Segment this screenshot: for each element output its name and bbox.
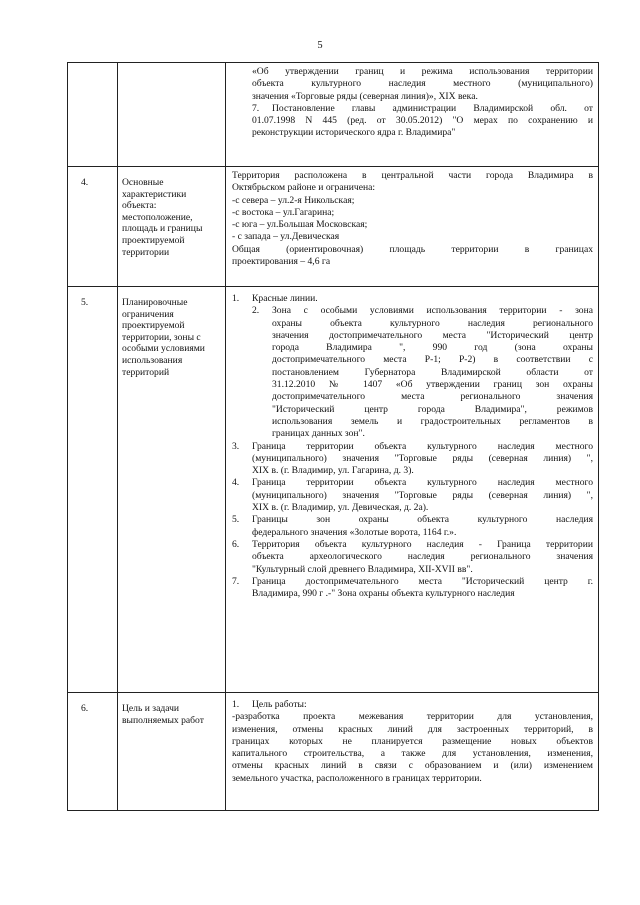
row-label-line: Планировочные (122, 297, 188, 308)
row-label-line: территории, зоны с (122, 331, 201, 343)
cell-empty-label (118, 63, 226, 167)
text-line: значения «Торговые ряды (северная линия)», XIX века. (252, 90, 478, 102)
row-label-line: Цель и задачи (122, 703, 180, 714)
row-content (226, 693, 599, 811)
text-line: Граница территории объекта культурного наследия местного (252, 477, 593, 489)
table-row-4 (68, 167, 599, 287)
row-label (118, 693, 226, 811)
text-line: охраны объекта культурного наследия регионального (272, 317, 593, 329)
page-number: 5 (317, 40, 323, 51)
row-number: 4. (68, 167, 118, 287)
row-label-line: территорий (122, 366, 170, 378)
text-line: (муниципального) значения "Торговые ряды (северная линия) ", (252, 452, 593, 464)
requirements-table (67, 62, 599, 811)
text-line: достопримечательного места регионального значения (272, 391, 593, 403)
row-content (226, 287, 599, 693)
row-label-line: использования (122, 354, 183, 366)
text-line: отмены красных линий в связи с образованием и (или) изменением (232, 760, 593, 772)
text-line: проектирования – 4,6 га (232, 256, 331, 268)
text-line: Октябрьском районе и ограничена: (232, 182, 376, 194)
text-line: капитального строительства, а также для установления, изменения, (232, 748, 593, 760)
text-line: города Владимира ", 990 год (зона охраны (272, 342, 593, 354)
text-line: границах которых не планируется размещение новых объектов (232, 735, 593, 747)
text-line: объекта археологического наследия регионального значения (252, 551, 593, 563)
text-line: «Об утверждении границ и режима использования территории (252, 66, 593, 77)
text-line: Красные линии. (252, 293, 318, 304)
text-line: земельного участка, расположенного в границах территории. (232, 772, 482, 784)
row-label-line: Основные (122, 177, 164, 188)
list-item-number: 4. (232, 477, 240, 489)
list-item-number: 6. (232, 538, 240, 550)
text-line: Территория расположена в центральной части города Владимира в (232, 170, 593, 181)
row-label-line: особыми условиями (122, 343, 205, 355)
list-item-number: 5. (232, 514, 240, 526)
text-line: -разработка проекта межевания территории для установления, (232, 711, 593, 723)
table-row-5 (68, 287, 599, 693)
list-item-number: 1. (232, 699, 240, 710)
text-line: Зона с особыми условиями использования территории - зона (272, 305, 593, 317)
text-line: границах данных зон". (272, 428, 365, 440)
text-line: XIX в. (г. Владимир, ул. Девическая, д. 2а). (252, 502, 429, 514)
text-line: Территория объекта культурного наследия - Граница территории (252, 538, 593, 550)
text-line: Цель работы: (252, 699, 307, 710)
text-line: -с востока – ул.Гагарина; (232, 206, 335, 218)
list-item (232, 699, 593, 711)
text-line: Граница территории объекта культурного наследия местного (252, 440, 593, 452)
text-line: - с запада – ул.Девическая (232, 231, 340, 243)
text-line: "Культурный слой древнего Владимира, XII-XVII вв". (252, 563, 473, 575)
list-item (232, 539, 593, 551)
list-item (232, 477, 593, 489)
list-item (232, 441, 593, 453)
row-label-line: характеристики (122, 188, 187, 200)
text-line: федерального значения «Золотые ворота, 1164 г.». (252, 526, 457, 538)
list-item-number: 2. (252, 305, 260, 317)
row-number: 6. (68, 693, 118, 811)
text-line: объекта культурного наследия местного (муниципального) (252, 78, 593, 90)
row-label-line: выполняемых работ (122, 714, 204, 726)
text-line: Общая (ориентировочная) площадь территории в границах (232, 243, 593, 255)
cell-empty-num (68, 63, 118, 167)
row-label-line: ограничения (122, 308, 174, 320)
list-item-number: 1. (232, 293, 240, 304)
list-item-number: 7. (232, 575, 240, 587)
row-label-line: местоположение, (122, 211, 193, 223)
text-line: использования земель и градостроительных регламентов в (272, 415, 593, 427)
text-line: реконструкции исторического ядра г. Владимира" (252, 127, 456, 139)
text-line: изменения, отмены красных линий для застроенных территорий, в (232, 723, 593, 735)
text-line: 01.07.1998 N 445 (ред. от 30.05.2012) "О мерах по сохранению и (252, 115, 593, 127)
row-label-line: площадь и границы (122, 223, 203, 235)
text-line: -с севера – ул.2-я Никольская; (232, 194, 355, 206)
text-line: XIX в. (г. Владимир, ул. Гагарина, д. 3). (252, 465, 414, 477)
text-line: (муниципального) значения "Торговые ряды (северная линия) ", (252, 489, 593, 501)
text-line: Постановление главы администрации Владимирской обл. от (272, 102, 593, 114)
text-line: "Исторический центр города Владимира", режимов (272, 403, 593, 415)
text-line: -с юга – ул.Большая Московская; (232, 219, 368, 231)
list-item (232, 576, 593, 588)
text-line: значения достопримечательного места "Исторический центр (272, 329, 593, 341)
row-content (226, 167, 599, 287)
row-label (118, 167, 226, 287)
row-label-line: объекта: (122, 200, 157, 212)
row-label-line: проектируемой (122, 320, 185, 332)
list-item-number: 7. (252, 102, 260, 114)
list-item (252, 103, 593, 115)
list-item (232, 305, 593, 317)
row-label-line: проектируемой (122, 234, 185, 246)
table-row-6 (68, 693, 599, 811)
list-item (232, 514, 593, 526)
row-label-line: территории (122, 246, 170, 258)
row-number: 5. (68, 287, 118, 693)
text-line: постановлением Губернатора Владимирской области от (272, 366, 593, 378)
list-item-number: 3. (232, 440, 240, 452)
cell-continuation-content (226, 63, 599, 167)
text-line: Владимира, 990 г .-" Зона охраны объекта культурного наследия (252, 588, 515, 600)
text-line: Граница достопримечательного места "Исторический центр г. (252, 575, 593, 587)
table-row-continuation (68, 63, 599, 167)
text-line: 31.12.2010 № 1407 «Об утверждении границ зон охраны (272, 379, 593, 391)
text-line: Границы зон охраны объекта культурного наследия (252, 514, 593, 526)
list-item (232, 293, 593, 305)
row-label (118, 287, 226, 693)
text-line: достопримечательного места Р-1; Р-2) в соответствии с (272, 354, 593, 366)
